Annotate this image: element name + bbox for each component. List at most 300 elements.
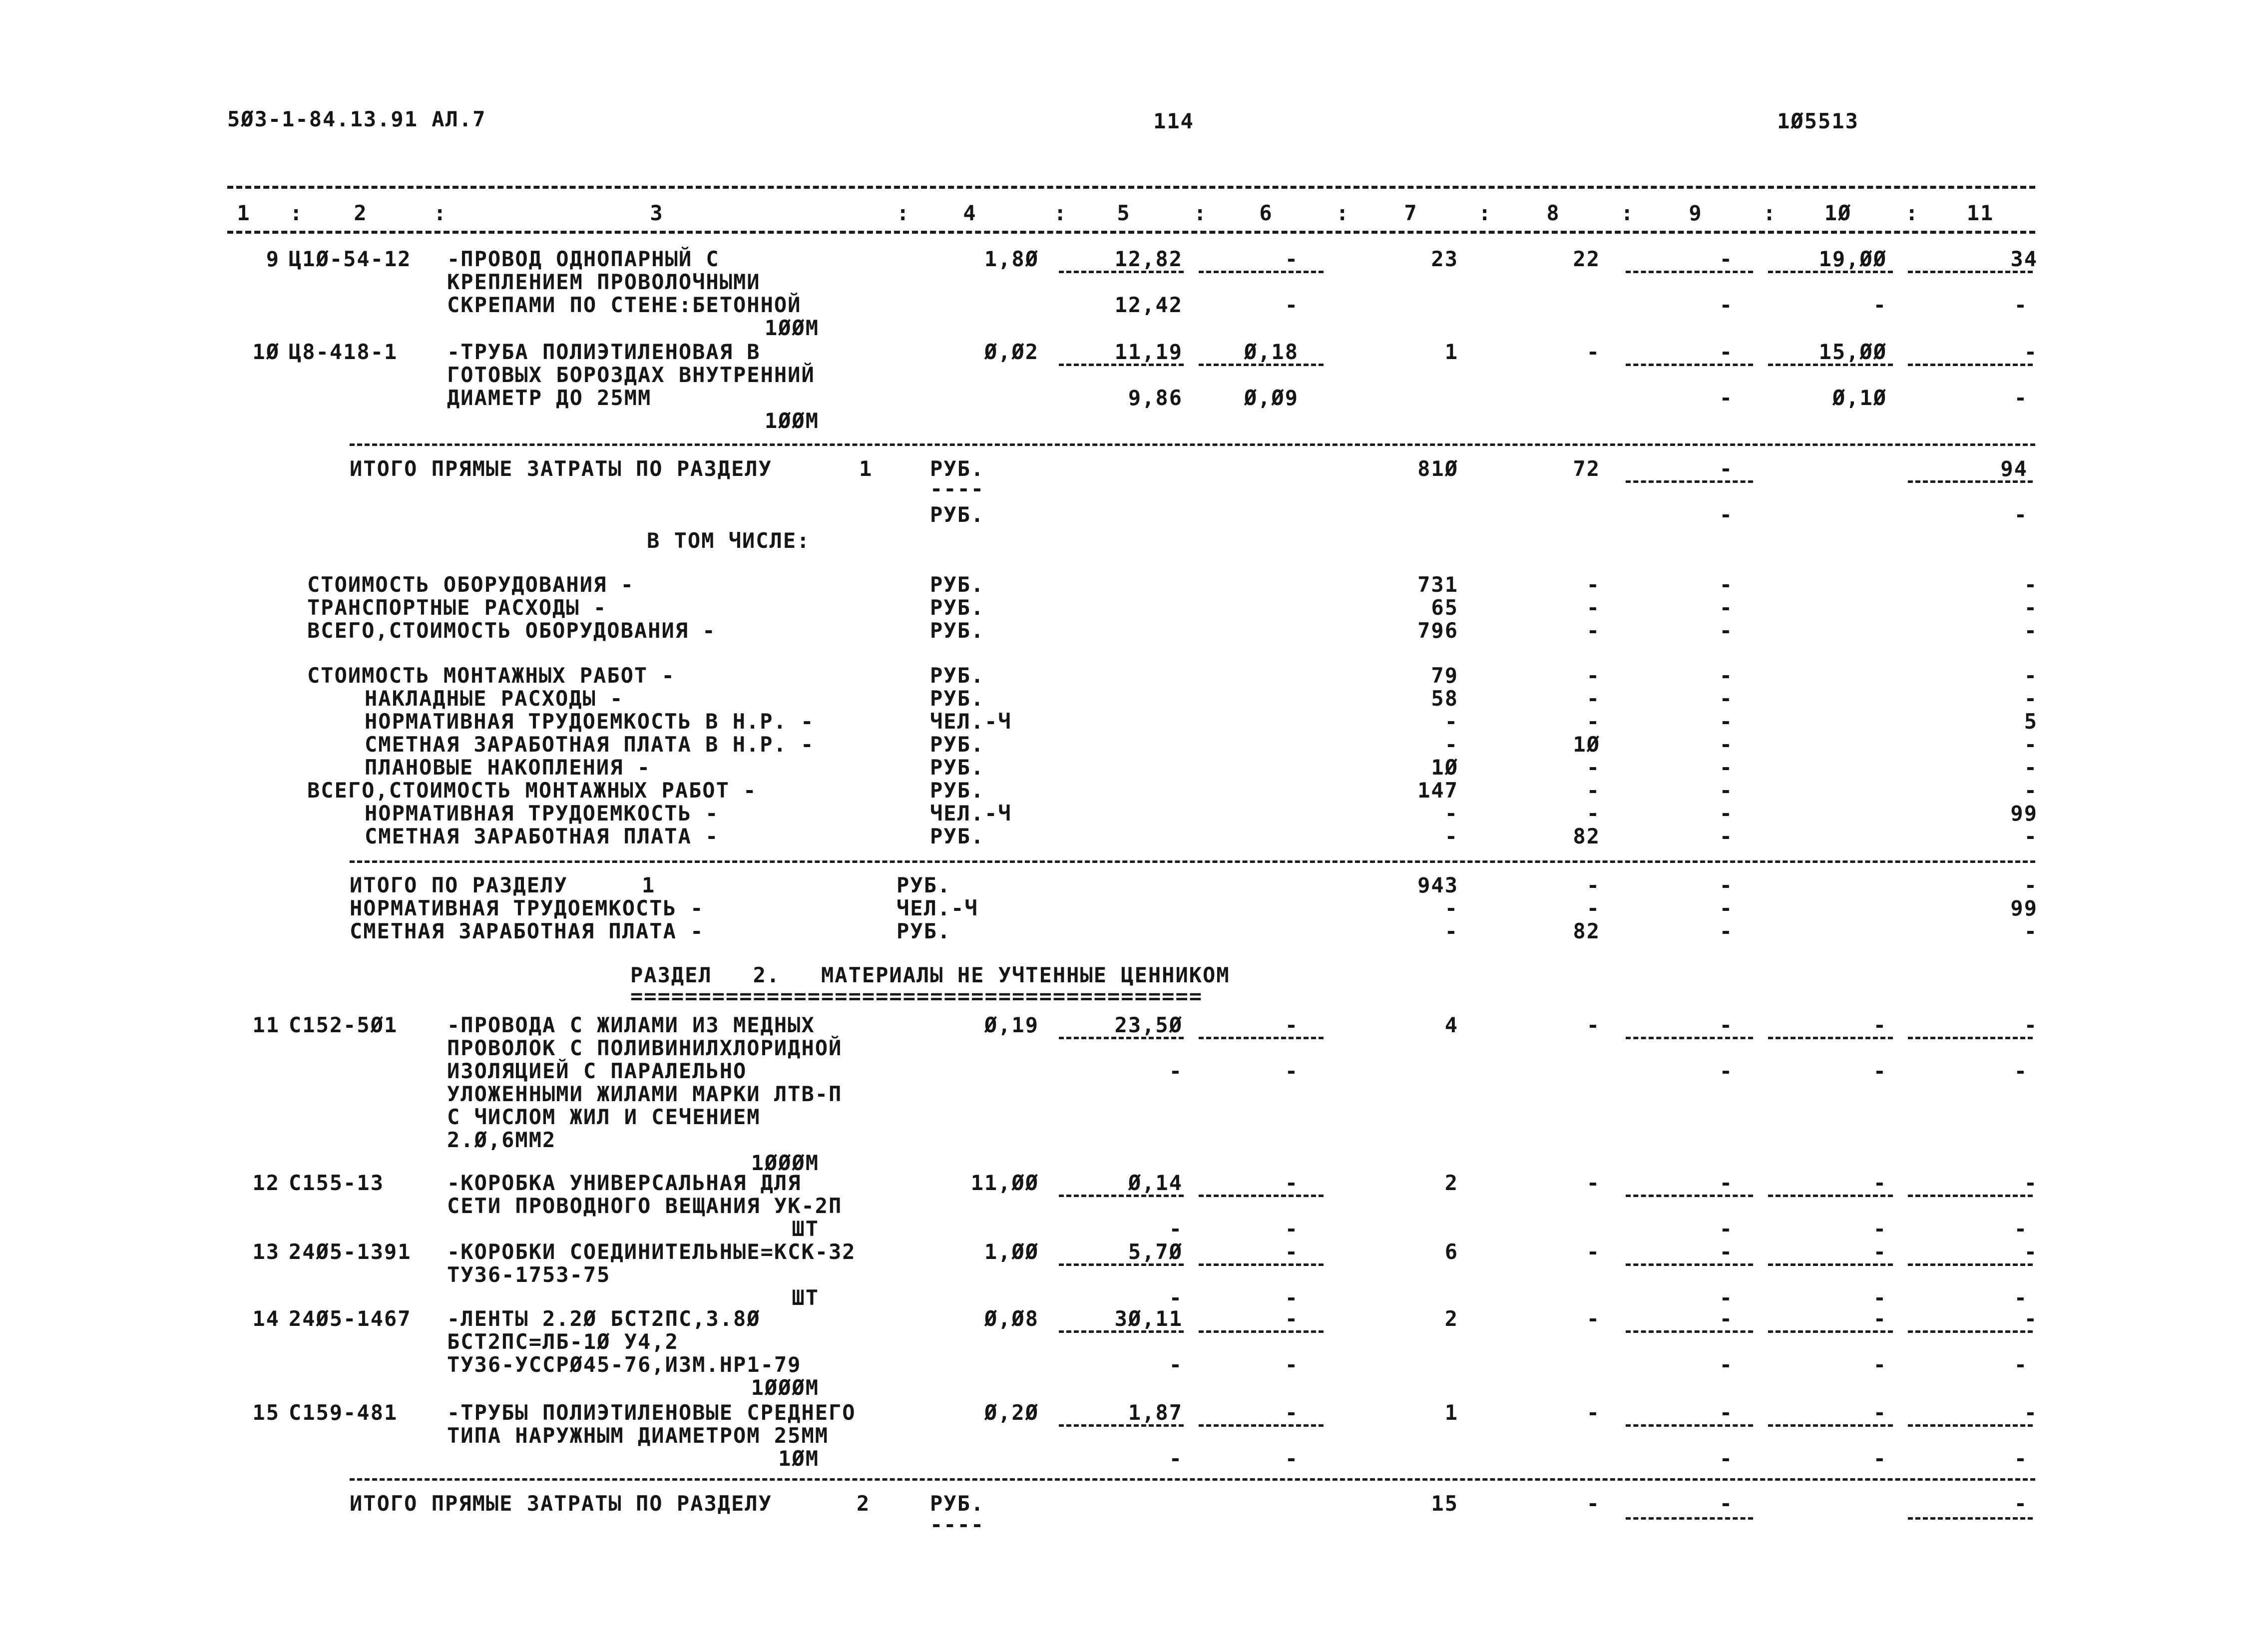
cell-divider — [1768, 1330, 1893, 1333]
unit-cost-total: 12,82 — [1114, 247, 1183, 271]
total-machines: - — [1719, 618, 1733, 643]
item-description: ТИПА НАРУЖНЫМ ДИАМЕТРОМ 25ММ — [447, 1423, 829, 1448]
item-quantity: Ø,19 — [984, 1013, 1039, 1037]
total-machines: - — [1719, 801, 1733, 826]
labor-total: - — [2024, 873, 2038, 897]
column-separator: : — [434, 201, 448, 225]
item-code: 24Ø5-1391 — [289, 1239, 412, 1264]
document-code: 5Ø3-1-84.13.91 АЛ.7 — [227, 107, 486, 131]
labor-machine-unit: - — [1873, 1446, 1887, 1471]
total-cost: 2 — [1444, 1171, 1458, 1195]
total-cost: 731 — [1417, 572, 1458, 597]
machine-wage-total: - — [1719, 293, 1733, 317]
column-header-8: 8 — [1546, 201, 1560, 225]
labor-machine-total: - — [2014, 293, 2028, 317]
total-wages: 22 — [1573, 247, 1600, 271]
total-cost: 58 — [1431, 686, 1458, 711]
total-machines: - — [1719, 732, 1733, 757]
item-unit: 1ØØМ — [764, 316, 819, 340]
unit-label: ЧЕЛ.-Ч — [897, 896, 978, 920]
total-cost: - — [1444, 896, 1458, 920]
section-title-underline: ========================================== — [630, 984, 1203, 1008]
total-cost: 1 — [1444, 1400, 1458, 1425]
section-divider — [350, 443, 2035, 446]
unit-dash: ---- — [930, 1512, 985, 1537]
column-separator: : — [1478, 201, 1492, 225]
column-separator: : — [290, 201, 304, 225]
unit-label: РУБ. — [930, 1491, 985, 1516]
column-separator: : — [1905, 201, 1919, 225]
cell-divider — [1059, 1195, 1184, 1197]
total-wages: 82 — [1573, 824, 1600, 848]
total-cost: - — [1444, 824, 1458, 848]
total-cost: 15 — [1431, 1491, 1458, 1516]
section-number: 1 — [859, 456, 873, 481]
wage-per-unit: - — [1169, 1285, 1183, 1310]
labor-total: - — [2024, 340, 2038, 364]
total-machines: - — [1719, 595, 1733, 620]
unit-label: РУБ. — [930, 502, 985, 527]
cell-divider — [1626, 480, 1753, 483]
cell-divider — [1626, 271, 1753, 273]
cell-divider — [1908, 1037, 2033, 1039]
breakdown-label: ВСЕГО,СТОИМОСТЬ МОНТАЖНЫХ РАБОТ - — [307, 778, 757, 803]
labor-per-unit: - — [1873, 1013, 1887, 1037]
item-unit: 1ØØМ — [764, 409, 819, 433]
column-header-5: 5 — [1117, 201, 1131, 225]
section-summary-label: СМЕТНАЯ ЗАРАБОТНАЯ ПЛАТА - — [350, 919, 704, 943]
labor-machine-total: - — [2014, 1217, 2028, 1241]
total-wages: - — [1586, 572, 1600, 597]
item-unit: ШТ — [792, 1285, 819, 1310]
unit-label: РУБ. — [930, 572, 985, 597]
breakdown-label: НАКЛАДНЫЕ РАСХОДЫ - — [365, 686, 624, 711]
unit-cost-machines: - — [1285, 247, 1299, 271]
item-description: ГОТОВЫХ БОРОЗДАХ ВНУТРЕННИЙ — [447, 363, 815, 387]
unit-label: РУБ. — [930, 778, 985, 803]
unit-label: РУБ. — [930, 732, 985, 757]
labor-total: - — [2024, 1171, 2038, 1195]
machine-wage-total: - — [1719, 1059, 1733, 1083]
total-wages: - — [1586, 1239, 1600, 1264]
item-code: С152-5Ø1 — [289, 1013, 398, 1037]
labor-machine-unit: - — [1873, 293, 1887, 317]
item-code: 24Ø5-1467 — [289, 1306, 412, 1331]
total-cost: - — [1444, 919, 1458, 943]
total-cost: 796 — [1417, 618, 1458, 643]
total-cost: 943 — [1417, 873, 1458, 897]
unit-label: РУБ. — [930, 618, 985, 643]
wage-per-unit: 9,86 — [1128, 386, 1183, 410]
cell-divider — [1768, 1195, 1893, 1197]
cell-divider — [1199, 1195, 1324, 1197]
unit-cost-machines: - — [1285, 1239, 1299, 1264]
section-summary-label: ИТОГО ПО РАЗДЕЛУ — [350, 873, 568, 897]
machine-wage-per-unit: - — [1285, 1352, 1299, 1377]
total-wages: - — [1586, 340, 1600, 364]
machine-wage-per-unit: - — [1285, 293, 1299, 317]
labor-total: - — [2024, 1239, 2038, 1264]
labor-total: - — [2024, 1013, 2038, 1037]
item-code: С155-13 — [289, 1171, 385, 1195]
table-top-border — [227, 186, 2035, 189]
machine-wage-per-unit: - — [1285, 1217, 1299, 1241]
breakdown-label: НОРМАТИВНАЯ ТРУДОЕМКОСТЬ В Н.Р. - — [365, 709, 815, 734]
item-description: СЕТИ ПРОВОДНОГО ВЕЩАНИЯ УК-2П — [447, 1194, 843, 1218]
total-wages: - — [1586, 709, 1600, 734]
item-description: УЛОЖЕННЫМИ ЖИЛАМИ МАРКИ ЛТВ-П — [447, 1082, 843, 1106]
labor-total: - — [2024, 1306, 2038, 1331]
column-header-4: 4 — [963, 201, 977, 225]
unit-label: РУБ. — [897, 919, 951, 943]
total-wages: - — [1586, 595, 1600, 620]
item-quantity: 1,8Ø — [984, 247, 1039, 271]
item-description: ТУ36-1753-75 — [447, 1262, 611, 1287]
total-cost: 6 — [1444, 1239, 1458, 1264]
total-wages: - — [1586, 1306, 1600, 1331]
machine-wage-per-unit: Ø,Ø9 — [1244, 386, 1299, 410]
labor-machine-total: - — [2014, 1059, 2028, 1083]
unit-cost-total: 1,87 — [1128, 1400, 1183, 1425]
item-unit: 1ØМ — [778, 1446, 819, 1471]
cell-divider — [1626, 1263, 1753, 1266]
cell-divider — [1768, 364, 1893, 366]
unit-cost-total: Ø,14 — [1128, 1171, 1183, 1195]
column-separator: : — [1763, 201, 1777, 225]
total-wages: - — [1586, 801, 1600, 826]
column-separator: : — [1194, 201, 1208, 225]
labor-total: - — [2024, 1400, 2038, 1425]
total-machines: - — [1719, 247, 1733, 271]
unit-label: ЧЕЛ.-Ч — [930, 801, 1012, 826]
total-machines: - — [1719, 1400, 1733, 1425]
total-machines: - — [1719, 896, 1733, 920]
unit-cost-total: 11,19 — [1114, 340, 1183, 364]
unit-cost-total: 3Ø,11 — [1114, 1306, 1183, 1331]
cell-divider — [1059, 1037, 1184, 1039]
cell-divider — [1768, 1037, 1893, 1039]
cell-divider — [1908, 480, 2033, 483]
item-quantity: Ø,2Ø — [984, 1400, 1039, 1425]
section-total-label: ИТОГО ПРЯМЫЕ ЗАТРАТЫ ПО РАЗДЕЛУ — [350, 1491, 772, 1516]
cell-divider — [1908, 1195, 2033, 1197]
item-description: -КОРОБКИ СОЕДИНИТЕЛЬНЫЕ=КСК-32 — [447, 1239, 856, 1264]
labor-total: - — [2024, 824, 2038, 848]
cell-divider — [1768, 271, 1893, 273]
total-wages: - — [1586, 618, 1600, 643]
total-cost: - — [1444, 732, 1458, 757]
total-machines: - — [1719, 824, 1733, 848]
column-header-11: 11 — [1966, 201, 1994, 225]
wage-per-unit: 12,42 — [1114, 293, 1183, 317]
labor-total: - — [2024, 663, 2038, 688]
total-wages: - — [1586, 663, 1600, 688]
labor-machine-total: - — [2014, 386, 2028, 410]
labor-total: 34 — [2010, 247, 2038, 271]
cell-divider — [1768, 1263, 1893, 1266]
column-separator: : — [1336, 201, 1350, 225]
breakdown-label: СТОИМОСТЬ ОБОРУДОВАНИЯ - — [307, 572, 634, 597]
labor-per-unit: - — [1873, 1306, 1887, 1331]
total-machines: - — [1719, 1171, 1733, 1195]
cell-divider — [1626, 1330, 1753, 1333]
total-machines: - — [1719, 572, 1733, 597]
labor-total: - — [2024, 778, 2038, 803]
labor-total: 5 — [2024, 709, 2038, 734]
unit-dash: ---- — [930, 476, 985, 501]
item-number: 13 — [252, 1239, 280, 1264]
including-label: В ТОМ ЧИСЛЕ: — [647, 528, 811, 553]
total-wages: - — [1586, 896, 1600, 920]
machine-wage-total: - — [1719, 502, 1733, 527]
column-header-2: 2 — [354, 201, 368, 225]
cell-divider — [1908, 1263, 2033, 1266]
cell-divider — [1908, 1330, 2033, 1333]
section-title: РАЗДЕЛ 2. МАТЕРИАЛЫ НЕ УЧТЕННЫЕ ЦЕННИКОМ — [630, 963, 1230, 987]
labor-machine-unit: - — [1873, 1059, 1887, 1083]
machine-wage-total: - — [1719, 1446, 1733, 1471]
breakdown-label: ВСЕГО,СТОИМОСТЬ ОБОРУДОВАНИЯ - — [307, 618, 716, 643]
unit-label: РУБ. — [930, 456, 985, 481]
total-wages: 1Ø — [1573, 732, 1600, 757]
machine-wage-per-unit: - — [1285, 1285, 1299, 1310]
item-description: ТУ36-УССРØ45-76,ИЗМ.НР1-79 — [447, 1352, 802, 1377]
labor-machine-unit: - — [1873, 1285, 1887, 1310]
item-number: 15 — [252, 1400, 280, 1425]
total-machines: - — [1719, 456, 1733, 481]
item-unit: 1ØØØМ — [751, 1375, 819, 1400]
machine-wage-total: - — [1719, 386, 1733, 410]
labor-machine-total: - — [2014, 502, 2028, 527]
breakdown-label: НОРМАТИВНАЯ ТРУДОЕМКОСТЬ - — [365, 801, 719, 826]
cell-divider — [1199, 1330, 1324, 1333]
total-wages: - — [1586, 778, 1600, 803]
section-number: 2 — [857, 1491, 871, 1516]
section-divider — [350, 860, 2035, 863]
column-header-7: 7 — [1404, 201, 1418, 225]
breakdown-label: СМЕТНАЯ ЗАРАБОТНАЯ ПЛАТА В Н.Р. - — [365, 732, 815, 757]
item-description: 2.Ø,6ММ2 — [447, 1128, 556, 1152]
item-description: -ПРОВОД ОДНОПАРНЫЙ С — [447, 247, 720, 271]
total-machines: - — [1719, 686, 1733, 711]
machine-wage-per-unit: - — [1285, 1059, 1299, 1083]
machine-wage-per-unit: - — [1285, 1446, 1299, 1471]
labor-total: 94 — [2000, 456, 2028, 481]
total-cost: 4 — [1444, 1013, 1458, 1037]
item-code: С159-481 — [289, 1400, 398, 1425]
labor-total: - — [2024, 755, 2038, 780]
labor-per-unit: - — [1873, 1239, 1887, 1264]
total-wages: 72 — [1573, 456, 1600, 481]
item-number: 11 — [252, 1013, 280, 1037]
labor-per-unit: - — [1873, 1400, 1887, 1425]
cell-divider — [1199, 1424, 1324, 1427]
item-quantity: 1,ØØ — [984, 1239, 1039, 1264]
total-cost: 79 — [1431, 663, 1458, 688]
total-cost: 1 — [1444, 340, 1458, 364]
cell-divider — [1059, 364, 1184, 366]
total-wages: - — [1586, 1013, 1600, 1037]
wage-per-unit: - — [1169, 1352, 1183, 1377]
breakdown-label: ТРАНСПОРТНЫЕ РАСХОДЫ - — [307, 595, 607, 620]
labor-total: - — [2014, 1491, 2028, 1516]
cell-divider — [1199, 1037, 1324, 1039]
total-cost: 147 — [1417, 778, 1458, 803]
total-wages: - — [1586, 1400, 1600, 1425]
unit-cost-total: 23,5Ø — [1114, 1013, 1183, 1037]
total-machines: - — [1719, 340, 1733, 364]
labor-total: - — [2024, 572, 2038, 597]
labor-total: - — [2024, 618, 2038, 643]
cell-divider — [1908, 271, 2033, 273]
labor-total: - — [2024, 919, 2038, 943]
machine-wage-total: - — [1719, 1217, 1733, 1241]
total-cost: - — [1444, 709, 1458, 734]
labor-per-unit: - — [1873, 1171, 1887, 1195]
item-unit: ШТ — [792, 1217, 819, 1241]
wage-per-unit: - — [1169, 1446, 1183, 1471]
total-machines: - — [1719, 709, 1733, 734]
item-description: С ЧИСЛОМ ЖИЛ И СЕЧЕНИЕМ — [447, 1105, 761, 1129]
column-header-1: 1 — [237, 201, 251, 225]
labor-total: - — [2024, 595, 2038, 620]
sheet-number: 1Ø5513 — [1777, 109, 1859, 133]
total-wages: 82 — [1573, 919, 1600, 943]
cell-divider — [1059, 1424, 1184, 1427]
cell-divider — [1059, 1263, 1184, 1266]
unit-label: РУБ. — [930, 595, 985, 620]
labor-per-unit: 19,ØØ — [1818, 247, 1887, 271]
item-number: 14 — [252, 1306, 280, 1331]
column-separator: : — [897, 201, 910, 225]
column-header-3: 3 — [650, 201, 664, 225]
section-total-label: ИТОГО ПРЯМЫЕ ЗАТРАТЫ ПО РАЗДЕЛУ — [350, 456, 772, 481]
item-description: -ЛЕНТЫ 2.2Ø БСТ2ПС,3.8Ø — [447, 1306, 761, 1331]
cell-divider — [1199, 364, 1324, 366]
total-machines: - — [1719, 1491, 1733, 1516]
cell-divider — [1059, 271, 1184, 273]
breakdown-label: ПЛАНОВЫЕ НАКОПЛЕНИЯ - — [365, 755, 651, 780]
item-unit: 1ØØØМ — [751, 1151, 819, 1175]
item-number: 9 — [266, 247, 280, 271]
cell-divider — [1768, 1424, 1893, 1427]
total-cost: 81Ø — [1417, 456, 1458, 481]
total-wages: - — [1586, 686, 1600, 711]
cell-divider — [1626, 1037, 1753, 1039]
total-cost: 23 — [1431, 247, 1458, 271]
breakdown-label: СМЕТНАЯ ЗАРАБОТНАЯ ПЛАТА - — [365, 824, 719, 848]
unit-cost-machines: Ø,18 — [1244, 340, 1299, 364]
section-summary-label: НОРМАТИВНАЯ ТРУДОЕМКОСТЬ - — [350, 896, 704, 920]
machine-wage-total: - — [1719, 1352, 1733, 1377]
cell-divider — [1626, 1424, 1753, 1427]
cell-divider — [1626, 364, 1753, 366]
unit-cost-machines: - — [1285, 1306, 1299, 1331]
cell-divider — [1059, 1330, 1184, 1333]
item-description: -ТРУБЫ ПОЛИЭТИЛЕНОВЫЕ СРЕДНЕГО — [447, 1400, 856, 1425]
unit-label: РУБ. — [897, 873, 951, 897]
labor-machine-unit: Ø,1Ø — [1832, 386, 1887, 410]
labor-total: - — [2024, 732, 2038, 757]
item-code: Ц1Ø-54-12 — [289, 247, 412, 271]
cell-divider — [1199, 1263, 1324, 1266]
labor-total: - — [2024, 686, 2038, 711]
page-number: 114 — [1153, 109, 1194, 133]
item-description: ДИАМЕТР ДО 25ММ — [447, 386, 652, 410]
labor-machine-total: - — [2014, 1352, 2028, 1377]
total-machines: - — [1719, 778, 1733, 803]
wage-per-unit: - — [1169, 1217, 1183, 1241]
total-machines: - — [1719, 873, 1733, 897]
unit-label: РУБ. — [930, 686, 985, 711]
cell-divider — [1626, 1517, 1753, 1520]
item-description: ИЗОЛЯЦИЕЙ С ПАРАЛЕЛЬНО — [447, 1059, 747, 1083]
total-cost: 2 — [1444, 1306, 1458, 1331]
labor-machine-unit: - — [1873, 1217, 1887, 1241]
item-quantity: 11,ØØ — [970, 1171, 1039, 1195]
unit-label: РУБ. — [930, 755, 985, 780]
table-header-border — [227, 231, 2035, 234]
unit-cost-machines: - — [1285, 1171, 1299, 1195]
item-number: 12 — [252, 1171, 280, 1195]
total-machines: - — [1719, 1013, 1733, 1037]
labor-per-unit: 15,ØØ — [1818, 340, 1887, 364]
item-description: -ТРУБА ПОЛИЭТИЛЕНОВАЯ В — [447, 340, 761, 364]
labor-machine-total: - — [2014, 1446, 2028, 1471]
machine-wage-total: - — [1719, 1285, 1733, 1310]
total-machines: - — [1719, 1239, 1733, 1264]
total-machines: - — [1719, 919, 1733, 943]
labor-machine-unit: - — [1873, 1352, 1887, 1377]
cell-divider — [1908, 1517, 2033, 1520]
labor-total: 99 — [2010, 896, 2038, 920]
total-cost: 65 — [1431, 595, 1458, 620]
item-description: БСТ2ПС=ЛБ-1Ø У4,2 — [447, 1329, 679, 1354]
section-divider — [350, 1478, 2035, 1481]
labor-machine-total: - — [2014, 1285, 2028, 1310]
column-header-9: 9 — [1689, 201, 1703, 225]
unit-cost-total: 5,7Ø — [1128, 1239, 1183, 1264]
column-separator: : — [1054, 201, 1068, 225]
item-quantity: Ø,Ø8 — [984, 1306, 1039, 1331]
item-description: КРЕПЛЕНИЕМ ПРОВОЛОЧНЫМИ — [447, 270, 761, 294]
unit-cost-machines: - — [1285, 1013, 1299, 1037]
item-description: -КОРОБКА УНИВЕРСАЛЬНАЯ ДЛЯ — [447, 1171, 802, 1195]
total-machines: - — [1719, 1306, 1733, 1331]
section-number: 1 — [642, 873, 656, 897]
item-quantity: Ø,Ø2 — [984, 340, 1039, 364]
column-header-6: 6 — [1259, 201, 1273, 225]
item-description: ПРОВОЛОК С ПОЛИВИНИЛХЛОРИДНОЙ — [447, 1036, 843, 1060]
labor-total: 99 — [2010, 801, 2038, 826]
cell-divider — [1908, 1424, 2033, 1427]
cell-divider — [1908, 364, 2033, 366]
breakdown-label: СТОИМОСТЬ МОНТАЖНЫХ РАБОТ - — [307, 663, 675, 688]
unit-label: РУБ. — [930, 663, 985, 688]
total-wages: - — [1586, 1491, 1600, 1516]
column-header-10: 1Ø — [1824, 201, 1852, 225]
total-machines: - — [1719, 663, 1733, 688]
unit-label: ЧЕЛ.-Ч — [930, 709, 1012, 734]
column-separator: : — [1621, 201, 1635, 225]
total-cost: - — [1444, 801, 1458, 826]
unit-cost-machines: - — [1285, 1400, 1299, 1425]
total-machines: - — [1719, 755, 1733, 780]
item-description: СКРЕПАМИ ПО СТЕНЕ:БЕТОННОЙ — [447, 293, 802, 317]
total-wages: - — [1586, 1171, 1600, 1195]
wage-per-unit: - — [1169, 1059, 1183, 1083]
cell-divider — [1199, 271, 1324, 273]
